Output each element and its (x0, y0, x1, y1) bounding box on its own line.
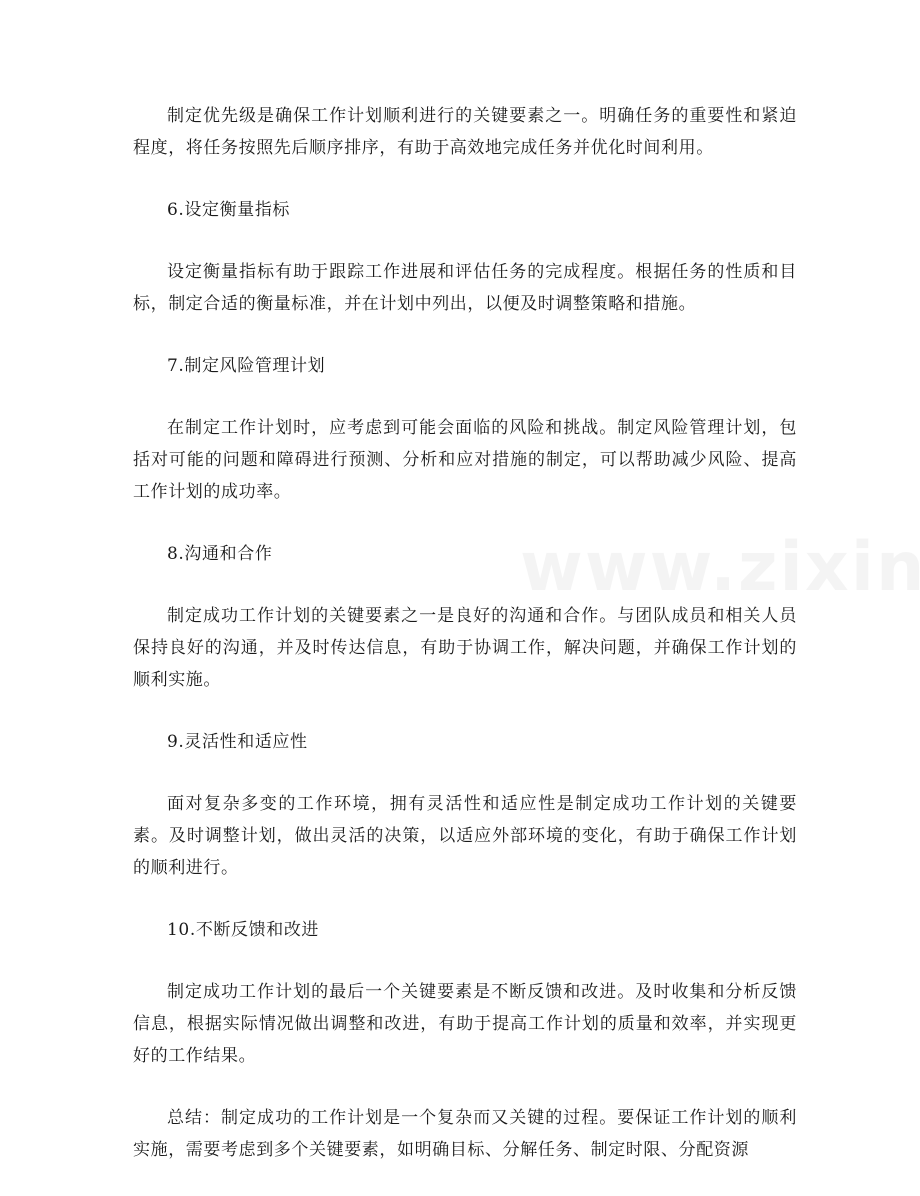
paragraph-flexibility: 面对复杂多变的工作环境，拥有灵活性和适应性是制定成功工作计划的关键要素。及时调整计划，做出灵活的决策，以适应外部环境的变化，有助于确保工作计划的顺利进行。 (133, 794, 797, 878)
document-body (133, 100, 797, 1196)
paragraph-risk: 在制定工作计划时，应考虑到可能会面临的风险和挑战。制定风险管理计划，包括对可能的问题和障碍进行预测、分析和应对措施的制定，可以帮助减少风险、提高工作计划的成功率。 (133, 418, 797, 502)
paragraph-summary: 总结：制定成功的工作计划是一个复杂而又关键的过程。要保证工作计划的顺利实施，需要考虑到多个关键要素，如明确目标、分解任务、制定时限、分配资源 (133, 1108, 797, 1160)
section-heading-7: 7.制定风险管理计划 (167, 356, 326, 376)
section-heading-10: 10.不断反馈和改进 (167, 920, 320, 940)
section-heading-8: 8.沟通和合作 (167, 544, 273, 564)
paragraph-communication: 制定成功工作计划的关键要素之一是良好的沟通和合作。与团队成员和相关人员保持良好的沟通，并及时传达信息，有助于协调工作，解决问题，并确保工作计划的顺利实施。 (133, 606, 797, 690)
section-heading-6: 6.设定衡量指标 (167, 200, 291, 220)
paragraph-priority: 制定优先级是确保工作计划顺利进行的关键要素之一。明确任务的重要性和紧迫程度，将任务按照先后顺序排序，有助于高效地完成任务并优化时间利用。 (133, 106, 797, 158)
paragraph-metrics: 设定衡量指标有助于跟踪工作进展和评估任务的完成程度。根据任务的性质和目标，制定合适的衡量标准，并在计划中列出，以便及时调整策略和措施。 (133, 262, 797, 314)
section-heading-9: 9.灵活性和适应性 (167, 732, 308, 752)
paragraph-feedback: 制定成功工作计划的最后一个关键要素是不断反馈和改进。及时收集和分析反馈信息，根据实际情况做出调整和改进，有助于提高工作计划的质量和效率，并实现更好的工作结果。 (133, 982, 797, 1066)
